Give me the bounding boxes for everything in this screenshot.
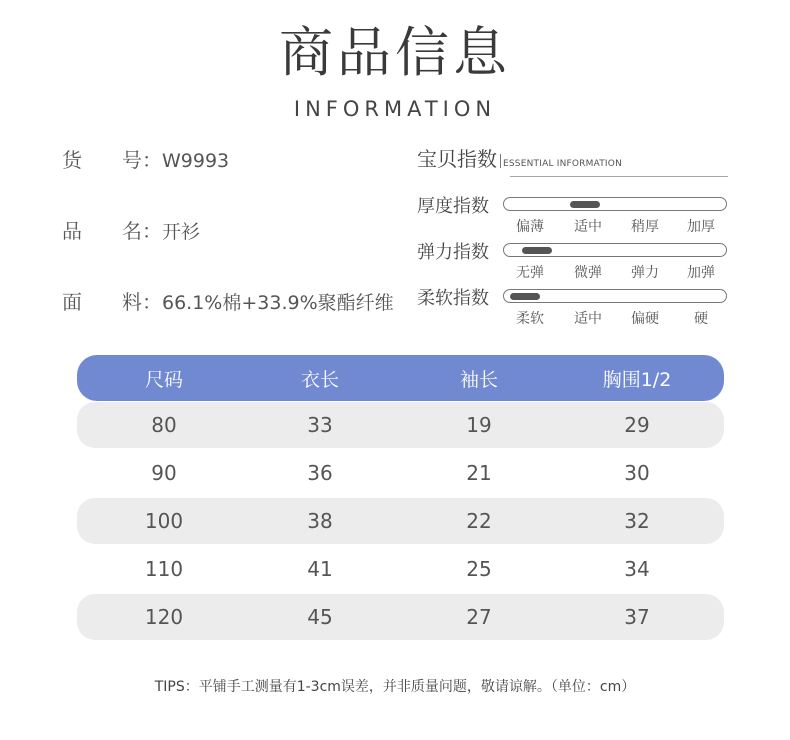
index-option: 加厚: [687, 219, 715, 235]
info-value: 66.1%棉+33.9%聚酯纤维: [162, 292, 394, 314]
info-label-end: 号：: [122, 148, 162, 172]
table-cell: 45: [307, 605, 333, 629]
index-scale-marker: [570, 201, 600, 208]
table-cell: 120: [144, 605, 184, 629]
index-option: 弹力: [631, 265, 659, 281]
table-cell: 19: [466, 413, 492, 437]
table-row: [77, 498, 724, 544]
index-scale-track: [503, 197, 727, 211]
header-size: 尺码: [144, 368, 183, 391]
info-label-start: 面: [62, 290, 82, 314]
index-label: 弹力指数: [417, 242, 489, 263]
table-row: [77, 450, 724, 496]
info-value: W9993: [162, 150, 230, 172]
index-option: 柔软: [516, 311, 544, 327]
table-cell: 21: [466, 461, 492, 485]
index-option: 偏薄: [516, 219, 544, 235]
table-row: [77, 594, 724, 640]
info-label-end: 名：: [122, 219, 162, 243]
table-cell: 32: [624, 509, 650, 533]
table-cell: 30: [624, 461, 650, 485]
index-scale-marker: [522, 247, 552, 254]
index-title: 宝贝指数: [417, 147, 497, 171]
table-cell: 33: [307, 413, 333, 437]
table-cell: 25: [466, 557, 492, 581]
page-subtitle: INFORMATION: [293, 97, 497, 121]
page-title: 商品信息: [279, 21, 511, 84]
table-cell: 38: [307, 509, 333, 533]
heading-divider: [500, 154, 501, 168]
table-cell: 100: [144, 509, 184, 533]
index-label: 柔软指数: [417, 288, 489, 309]
table-cell: 34: [624, 557, 650, 581]
table-cell: 41: [307, 557, 333, 581]
header-sleeve: 袖长: [459, 368, 498, 391]
info-item-code: [62, 144, 229, 173]
info-label-start: 品: [62, 219, 82, 243]
index-option: 适中: [574, 219, 602, 235]
info-value: 开衫: [162, 221, 201, 243]
table-cell: 110: [144, 557, 184, 581]
table-cell: 27: [466, 605, 492, 629]
index-scale-track: [503, 289, 727, 303]
info-label-end: 料：: [122, 290, 162, 314]
index-option: 适中: [574, 311, 602, 327]
table-cell: 90: [151, 461, 177, 485]
header-length: 衣长: [300, 368, 339, 391]
table-cell: 29: [624, 413, 650, 437]
index-option: 微弹: [574, 265, 602, 281]
table-cell: 37: [624, 605, 650, 629]
table-cell: 36: [307, 461, 333, 485]
index-scale-marker: [510, 293, 540, 300]
index-section-heading: [417, 143, 622, 172]
table-row: [77, 546, 724, 592]
header-chest: 胸围1/2: [602, 368, 672, 391]
tips-note: TIPS：平铺手工测量有1-3cm误差，并非质量问题，敬请谅解。（单位：cm）: [154, 679, 636, 695]
index-scale-track: [503, 243, 727, 257]
index-option: 稍厚: [631, 219, 659, 235]
info-item-name: [62, 215, 200, 244]
table-row: [77, 402, 724, 448]
table-cell: 80: [151, 413, 177, 437]
index-option: 硬: [694, 311, 708, 327]
index-option: 偏硬: [631, 311, 659, 327]
index-option: 无弹: [516, 265, 544, 281]
index-label: 厚度指数: [417, 196, 489, 217]
size-table-header: [77, 355, 724, 401]
heading-underline: [510, 176, 728, 177]
info-item-fabric: [62, 286, 394, 315]
index-option: 加弹: [687, 265, 715, 281]
table-cell: 22: [466, 509, 492, 533]
info-label-start: 货: [62, 148, 82, 172]
index-subtitle: ESSENTIAL INFORMATION: [503, 159, 623, 169]
